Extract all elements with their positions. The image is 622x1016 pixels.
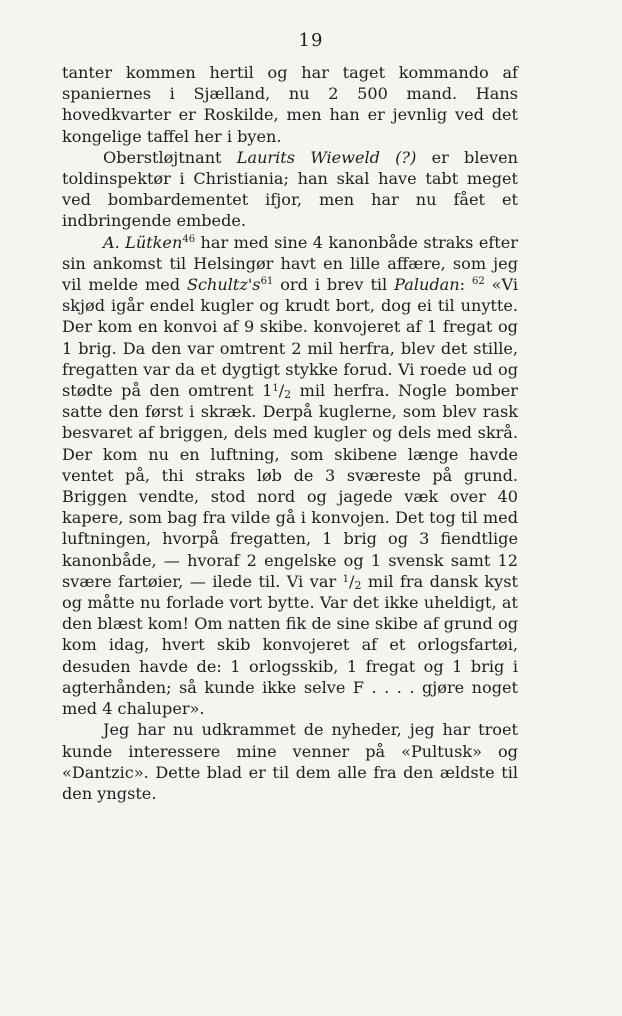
paragraph-3 [62, 232, 518, 720]
fraction: $^1/_2$ [272, 381, 292, 402]
paragraph-1: tanter kommen hertil og har taget kommando af spaniernes i Sjælland, nu 2 500 mand. Hans hovedkvarter er Roskilde, men han er jevnlig ved det kongelige taffel her i byen. [62, 63, 518, 146]
text-run: mil fra dansk kyst og måtte nu forlade vort bytte. Var det ikke uheldigt, at den blæst kom! Om natten fik de sine skibe af grund og kom idag, hvert skib konvojeret af et orlogsfartøi, desuden havde de: 1 orlogsskib, 1 fregat og 1 brig i agterhånden; så kunde ikke selve F . . . . gjøre noget med 4 chaluper». [62, 571, 519, 719]
paragraph-4: Jeg har nu udkrammet de nyheder, jeg har troet kunde interessere mine venner på «Pultusk» og «Dantzic». Dette blad er til dem alle fra den ældste til den yngste. [62, 720, 518, 803]
footnote-ref: 46 [182, 233, 196, 245]
text-run: mil herfra. Nogle bomber satte den først i skræk. Derpå kuglerne, som blev rask besvaret af briggen, dels med kugler og dels med skrå. Der kom nu en luftning, som skibene længe havde ventet på, thi straks løb de 3 sværeste på grund. Briggen vendte, stod nord og jagede væk over 40 kapere, som bag fra vilde gå i konvojen. Det tog til med luftningen, hvorpå fregatten, 1 brig og 3 fiendtlige kanonbåde, — hvoraf 2 engelske og 1 svensk samt 12 svære fartøier, — ilede til. Vi var [62, 381, 519, 591]
person-name: A. Lütken [103, 232, 183, 252]
footnote-ref: 62 [471, 276, 485, 288]
footnote-ref: 61 [260, 276, 274, 288]
text-run: : [459, 275, 472, 295]
fraction: $^1/_2$ [342, 571, 362, 592]
text-run: «Vi skjød igår endel kugler og krudt bort, dog ei til unytte. Der kom en konvoi af 9 skibe. konvojeret af 1 fregat og 1 brig. Da den var omtrent 2 mil herfra, blev det stille, fregatten var da et dygtigt stykke forud. Vi roede ud og stødte på den omtrent 1 [62, 275, 518, 401]
person-name: Paludan [394, 275, 460, 295]
paragraph-2 [62, 147, 518, 232]
page-number: 19 [298, 30, 324, 51]
text-run: Oberstløjtnant [103, 147, 237, 167]
text-run: har med sine 4 kanonbåde straks efter sin ankomst til Helsingør havt en lille affære, som jeg vil melde med [62, 232, 518, 295]
text-run: ord i brev til [273, 275, 395, 295]
body-text [62, 62, 518, 804]
person-name: Schultz's [187, 275, 261, 295]
person-name: Laurits Wieweld (?) [236, 147, 417, 167]
text-run: er bleven toldinspektør i Christiania; han skal have tabt meget ved bombardementet ifjor, men har nu fået et indbringende embede. [62, 147, 518, 231]
